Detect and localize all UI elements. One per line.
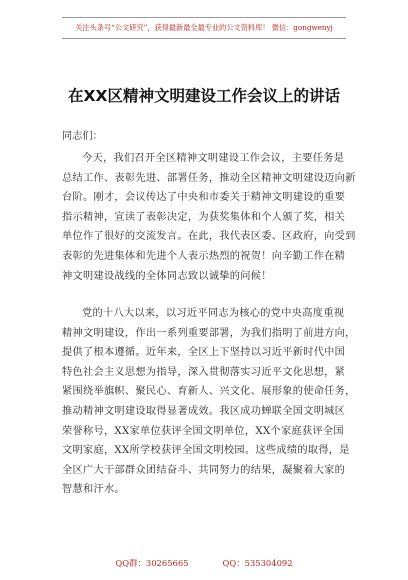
paragraph-line: 推动精神文明建设取得显著成效。我区成功蝉联全国文明城区: [62, 405, 346, 417]
paragraph-line: 单位作了很好的交流发言。在此，我代表区委、区政府，向受到: [62, 231, 356, 243]
paragraph-line: 全区广大干部群众团结奋斗、共同努力的结果，凝聚着大家的: [62, 464, 346, 476]
paragraph-line: 提供了根本遵循。近年来，全区上下坚持以习近平新时代中国: [62, 347, 346, 359]
paragraph-line: 智慧和汗水。: [62, 484, 125, 496]
paragraph-line: 今天，我们召开全区精神文明建设工作会议，主要任务是: [82, 153, 345, 164]
paragraph-line: 总结工作、表彰先进、部署任务，推动全区精神文明建设迈向新: [62, 172, 356, 184]
paragraph-line: 荣誉称号，XX家单位获评全国文明单位，XX个家庭获评全国: [62, 425, 344, 437]
paragraph-line: 特色社会主义思想为指导，深入贯彻落实习近平文化思想，紧: [62, 366, 346, 378]
salutation: 同志们：: [62, 131, 103, 142]
paragraph-line: 紧围绕举旗帜、聚民心、育新人、兴文化、展形象的使命任务，: [62, 386, 356, 398]
paragraph-1: [62, 149, 356, 286]
header-divider: [62, 38, 346, 39]
paragraph-line: 精神文明建设，作出一系列重要部署，为我们指明了前进方向，: [62, 327, 356, 339]
paragraph-2: [62, 304, 356, 500]
paragraph-line: 文明家庭，XX所学校获评全国文明校园。这些成绩的取得，是: [62, 445, 350, 457]
header-banner: 关注头条号“公文研究”，获得最新最全最专业的公文资料库！ 微信：gongwenyj: [75, 23, 333, 32]
footer-contact: [0, 557, 408, 569]
footer-qq-number: QQ：535304092: [222, 558, 293, 568]
document-title: 在XX区精神文明建设工作会议上的讲话: [68, 87, 340, 105]
paragraph-line: 表彰的先进集体和先进个人表示热烈的祝贺！向辛勤工作在精: [62, 250, 346, 262]
top-divider: [62, 17, 346, 18]
paragraph-line: 党的十八大以来，以习近平同志为核心的党中央高度重视: [82, 308, 345, 319]
paragraph-line: 台阶。刚才，会议传达了中央和市委关于精神文明建设的重要: [62, 192, 346, 204]
paragraph-line: 神文明建设战线的全体同志致以诚挚的问候！: [62, 270, 272, 282]
footer-qq-group: QQ群：30265665: [115, 558, 189, 568]
paragraph-line: 指示精神，宣读了表彰决定，为获奖集体和个人颁了奖，相关: [62, 211, 346, 223]
